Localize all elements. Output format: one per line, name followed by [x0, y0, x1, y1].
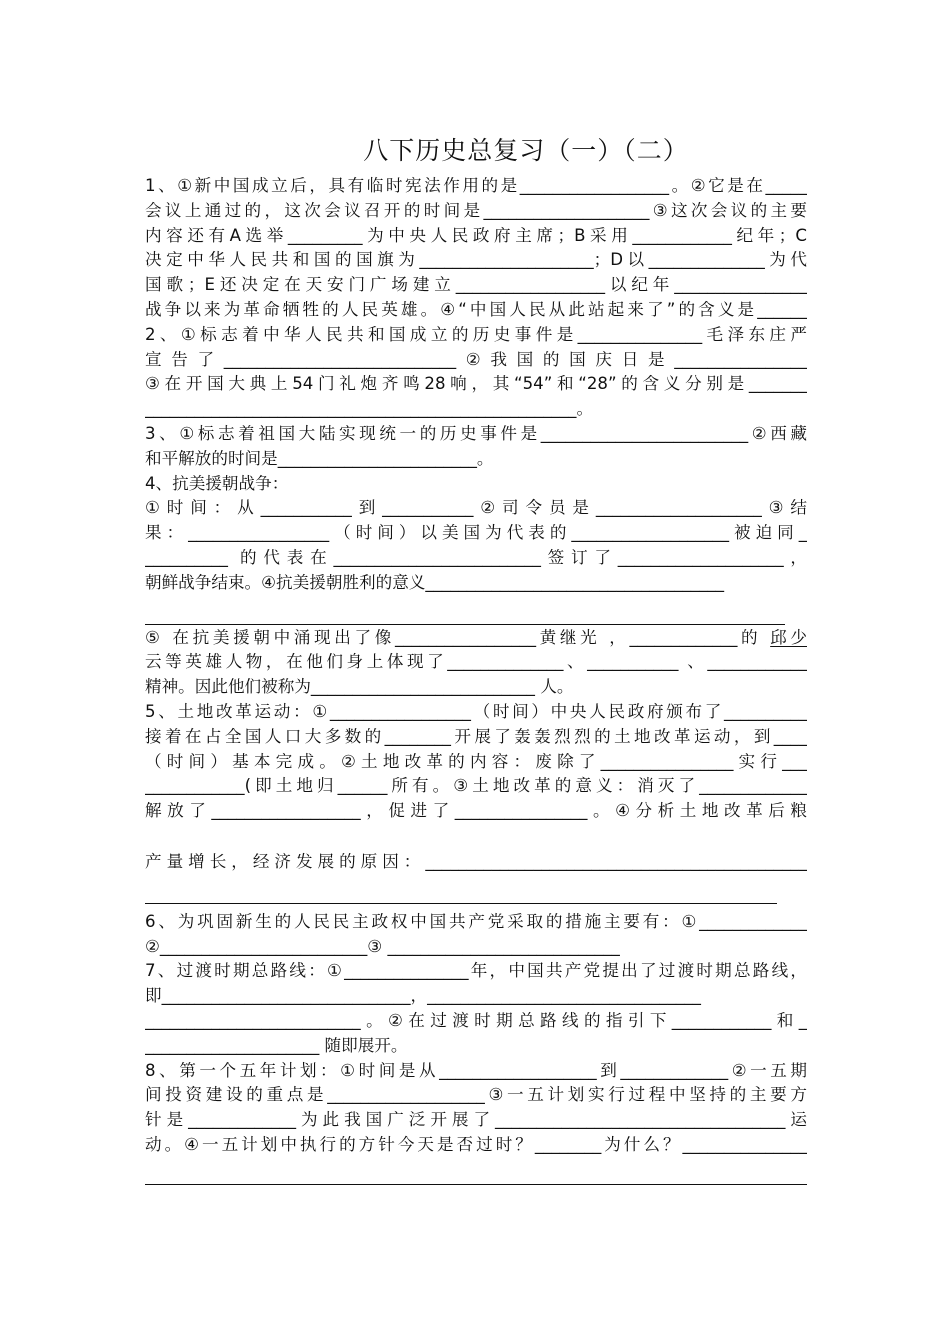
q2-line-4: ____________________________________________________。	[145, 399, 594, 419]
q5-line-5: 解放了__________________，促进了________________。④分析土地改革后粮	[145, 801, 807, 821]
answer-line	[145, 1184, 807, 1185]
answer-space	[145, 596, 807, 624]
q4-line-1: ①时间：从___________到___________②司令员是____________________③结	[145, 498, 807, 518]
q4-line-2: 果：_________________（时间）以美国为代表的___________________被迫同_	[145, 523, 807, 543]
q2-line-1: 2、①标志着中华人民共和国成立的历史事件是_______________毛泽东庄严	[145, 324, 807, 344]
q3-line-1: 3、①标志着祖国大陆实现统一的历史事件是_________________________②西藏	[145, 423, 807, 443]
answer-space	[145, 875, 807, 903]
answer-space	[145, 824, 807, 850]
q7-line-3: __________________________。②在过渡时期总路线的指引下____________和_	[145, 1010, 807, 1030]
q2-line-2: 宣告了____________________________②我国的国庆日是________________	[145, 349, 807, 369]
answer-space	[145, 1158, 807, 1184]
q8-line-3: 针是_____________为此我国广泛开展了___________________________________运	[145, 1110, 807, 1130]
q4-line-5: ⑤ 在抗美援朝中涌现出了像_________________黄继光 ，_____________的 邱少	[145, 627, 807, 647]
q1-line-4: 决定中华人民共和国的国旗为_____________________；D以______________为代	[145, 250, 807, 270]
q5-line-3: （时间）基本完成。②土地改革的内容：废除了________________实行___	[145, 751, 807, 771]
q2-line-3: ③在开国大典上54门礼炮齐鸣28响，其“54”和“28”的含义分别是_______	[145, 374, 807, 394]
answer-line	[145, 903, 777, 904]
q1-line-2: 会议上通过的，这次会议召开的时间是____________________③这次会议的主要	[145, 200, 807, 220]
q6-line-1: 6、为巩固新生的人民民主政权中国共产党采取的措施主要有：①_____________	[145, 911, 807, 931]
worksheet-content	[145, 174, 807, 1185]
answer-line	[145, 624, 785, 625]
q7-line-4: _____________________ 随即展开。	[145, 1035, 408, 1055]
q7-line-2: 即______________________________，_________________________________	[145, 986, 701, 1006]
page-title: 八下历史总复习（一）（二）	[363, 136, 689, 165]
q1-line-5: 国歌；E还决定在天安门广场建立__________________以纪年________________	[145, 275, 807, 295]
q8-line-2: 间投资建设的重点是___________________③一五计划实行过程中坚持的主要方	[145, 1085, 807, 1105]
q4-line-6: 云等英雄人物，在他们身上体现了______________、___________ 、____________	[145, 652, 807, 672]
q3-line-2: 和平解放的时间是________________________。	[145, 448, 494, 468]
name-qiu-shaoyun-part: 邱少	[770, 627, 807, 647]
q4-line-4: 朝鲜战争结束。④抗美援朝胜利的意义____________________________________	[145, 572, 725, 592]
q1-line-1: 1、①新中国成立后，具有临时宪法作用的是__________________。②它是在_____	[145, 176, 807, 195]
q7-line-1: 7、过渡时期总路线：①_______________年，中国共产党提出了过渡时期总路线，	[145, 961, 807, 981]
q4-line-7: 精神。因此他们被称为___________________________ 人。	[145, 677, 574, 697]
q5-line-2: 接着在占全国人口大多数的________开展了轰轰烈烈的土地改革运动，到____	[145, 726, 807, 746]
q1-line-6: 战争以来为革命牺牲的人民英雄。④“中国人民从此站起来了”的含义是______	[145, 299, 807, 319]
q8-line-4: 动。④一五计划中执行的方针今天是否过时？________为什么？_______________	[145, 1134, 807, 1154]
q5-line-6: 产量增长，经济发展的原因：______________________________________________	[145, 851, 807, 871]
q5-line-4: ____________(即土地归______所有。③土地改革的意义：消灭了_____________	[145, 776, 807, 796]
q5-line-1: 5、土地改革运动：①_________________（时间）中央人民政府颁布了__________	[145, 701, 807, 721]
q4-heading: 4、抗美援朝战争：	[145, 473, 289, 493]
q1-line-3: 内容还有A选举_________为中央人民政府主席；B采用____________纪年；C	[145, 225, 807, 245]
q8-line-1: 8、第一个五年计划：①时间是从___________________到_____________②一五期	[145, 1060, 807, 1080]
q4-line-3: __________ 的代表在_________________________签订了____________________，	[145, 547, 807, 567]
q6-line-2: ②_________________________③ ____________________________	[145, 936, 620, 956]
